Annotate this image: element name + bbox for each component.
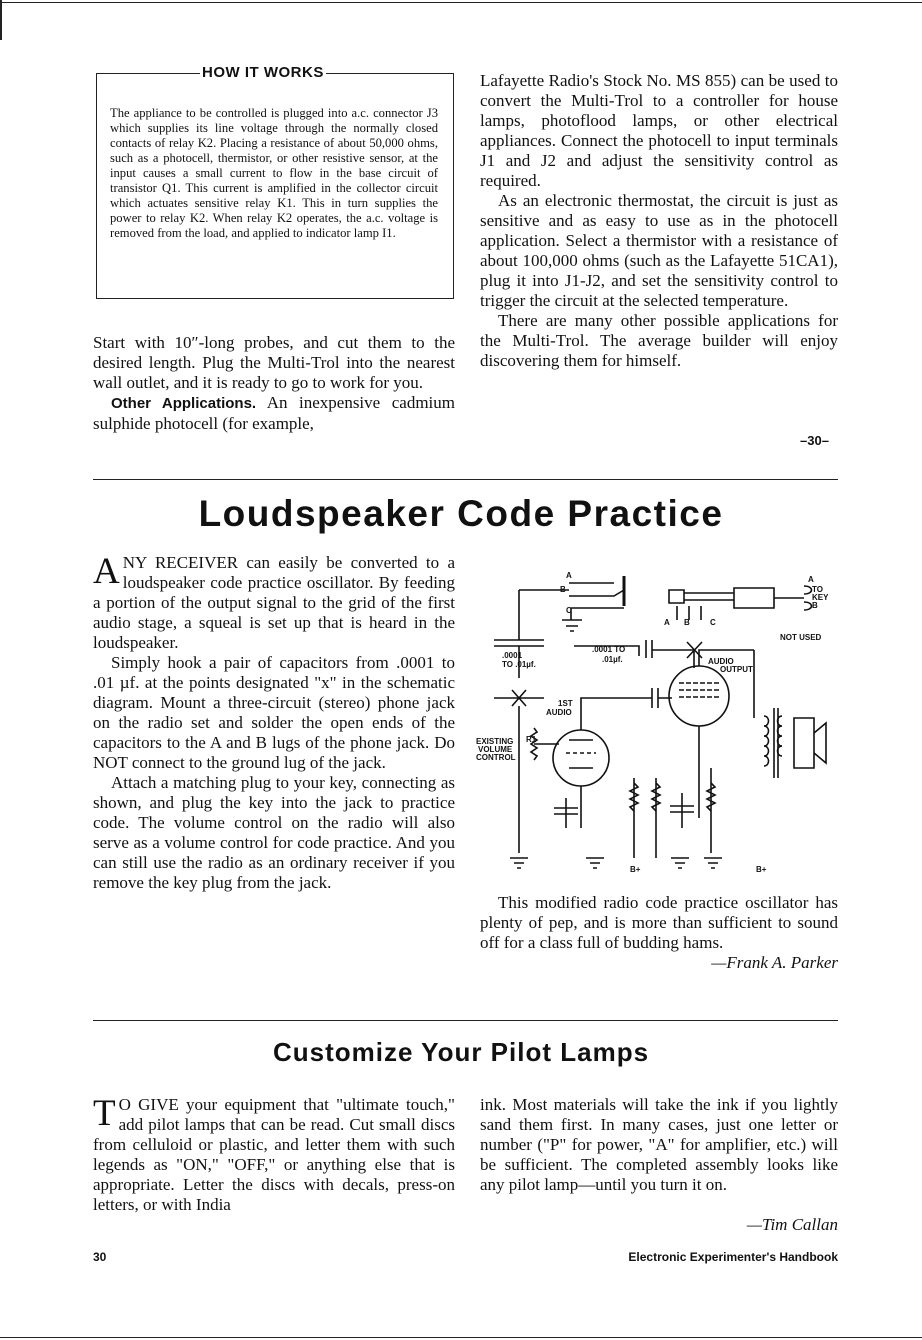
audio-output-label-2: OUTPUT <box>720 665 753 674</box>
pilot-lamps-heading: Customize Your Pilot Lamps <box>272 1037 650 1067</box>
left-border <box>0 0 2 40</box>
loudspeaker-para1-text: NY RECEIVER can easily be converted to a loudspeaker code practice oscillator. By feeding a portion of the output signal to the grid of the first audio stage, a squeal is set up that is heard in the loudspeaker. <box>93 553 455 652</box>
cap1-label-1: .0001 <box>502 651 523 660</box>
bplus-label-1: B+ <box>630 865 641 874</box>
pilot-right-para: ink. Most materials will take the ink if you lightly sand them first. In many cases, just one letter or number ("P" for power, "A" for amplifier, etc.) will be sufficient. The completed assembly looks like any pilot lamp—until you turn it on. <box>480 1095 838 1194</box>
multitrol-left-para2-text: An inexpensive cadmium sulphide photocell (for example, <box>93 393 455 433</box>
drop-cap-a: A <box>93 551 120 592</box>
pilot-right-column <box>480 1095 838 1195</box>
schematic-lug-a: A <box>566 571 572 580</box>
existing-volume-label-2: VOLUME <box>478 745 513 754</box>
existing-volume-label-3: CONTROL <box>476 753 516 762</box>
pilot-left-para <box>93 1095 455 1215</box>
publication-name: Electronic Experimenter's Handbook <box>628 1250 838 1264</box>
multitrol-right-column <box>480 71 838 371</box>
section-divider-1 <box>93 479 838 480</box>
plug-lug-a: A <box>664 618 670 627</box>
end-mark: –30– <box>800 433 829 448</box>
pilot-signature: —Tim Callan <box>746 1215 838 1234</box>
first-audio-label-1: 1ST <box>558 699 573 708</box>
multitrol-left-para1: Start with 10″-long probes, and cut them to the desired length. Plug the Multi-Trol into the nearest wall outlet, and it is ready to go to work for you. <box>93 333 455 392</box>
first-audio-label-2: AUDIO <box>546 708 572 717</box>
pilot-left-column <box>93 1095 455 1215</box>
code-practice-schematic <box>474 568 844 878</box>
key-lug-a: A <box>808 575 814 584</box>
multitrol-left-column <box>93 333 455 434</box>
existing-volume-label-1: EXISTING <box>476 737 514 746</box>
multitrol-right-para2: As an electronic thermostat, the circuit is just as sensitive and as easy to use as in the photocell application. Select a thermistor with a resistance of about 100,000 ohms (such as the Lafayette 51CA1), plug it into J1-J2, and set the sensitivity control to trigger the circuit at the selected temperature. <box>480 191 838 310</box>
cap2-label-1: .0001 TO <box>592 645 626 654</box>
loudspeaker-left-column <box>93 553 455 893</box>
to-key-label-1: TO <box>812 585 823 594</box>
audio-output-label-1: AUDIO <box>708 657 734 666</box>
multitrol-right-para1: Lafayette Radio's Stock No. MS 855) can be used to convert the Multi-Trol to a controller for house lamps, photoflood lamps, or other electrical appliances. Connect the photocell to input terminals J1 and J2 and adjust the sensitivity control as required. <box>480 71 838 190</box>
top-border <box>0 2 922 3</box>
plug-lug-b: B <box>684 618 690 627</box>
schematic-caption: This modified radio code practice oscillator has plenty of pep, and is more than sufficient to sound off for a class full of budding hams. <box>480 893 838 952</box>
bplus-label-2: B+ <box>756 865 767 874</box>
pilot-left-text: O GIVE your equipment that "ultimate touch," add pilot lamps that can be read. Cut small discs from celluloid or plastic, and letter them with such legends as "ON," "OFF," or anything else that is appropriate. Letter the discs with decals, press-on letters, or with India <box>93 1095 455 1214</box>
page-number: 30 <box>93 1250 107 1264</box>
how-it-works-title: HOW IT WORKS <box>202 64 324 81</box>
schematic-lug-b: B <box>560 585 566 594</box>
multitrol-left-para2 <box>93 393 455 434</box>
how-it-works-body: The appliance to be controlled is plugged into a.c. connector J3 which supplies its line voltage through the normally closed contacts of relay K2. Placing a resistance of about 50,000 ohms, such as a photocell, thermistor, or other resistive sensor, at the input causes a small current to flow in the base circuit of transistor Q1. This current is amplified in the collector circuit which actuates sensitive relay K1. This in turn supplies the power to relay K2. When relay K2 operates, the a.c. voltage is removed from the load, and applied to indicator lamp I1. <box>110 106 438 240</box>
multitrol-right-para3: There are many other possible applications for the Multi-Trol. The average builder will enjoy discovering them for himself. <box>480 311 838 370</box>
loudspeaker-para3: Attach a matching plug to your key, connecting as shown, and plug the key into the jack to practice code. The volume control on the radio will also serve as a volume control for code practice. And you can still use the radio as an ordinary receiver if you remove the key plug from the jack. <box>93 773 455 892</box>
plug-lug-c: C <box>710 618 716 627</box>
loudspeaker-right-column <box>480 893 838 973</box>
not-used-label: NOT USED <box>780 633 822 642</box>
loudspeaker-heading: Loudspeaker Code Practice <box>198 493 724 534</box>
loudspeaker-signature: —Frank A. Parker <box>711 953 838 972</box>
key-lug-b: B <box>812 601 818 610</box>
loudspeaker-para2: Simply hook a pair of capacitors from .0001 to .01 µf. at the points designated "x" in the schematic diagram. Mount a three-circuit (stereo) phone jack on the radio set and solder the open ends of the capacitors to the A and B lugs of the phone jack. Do NOT connect to the ground lug of the jack. <box>93 653 455 772</box>
drop-cap-t: T <box>93 1093 116 1134</box>
cap2-label-2: .01µf. <box>602 655 623 664</box>
cap1-label-2: TO .01µf. <box>502 660 536 669</box>
section-divider-2 <box>93 1020 838 1021</box>
bottom-border <box>0 1337 922 1338</box>
to-key-label-2: KEY <box>812 593 829 602</box>
r1-label: R1 <box>526 735 537 744</box>
other-applications-heading: Other Applications. <box>111 395 257 412</box>
loudspeaker-para1 <box>93 553 455 653</box>
schematic-lug-c: C <box>566 606 572 615</box>
